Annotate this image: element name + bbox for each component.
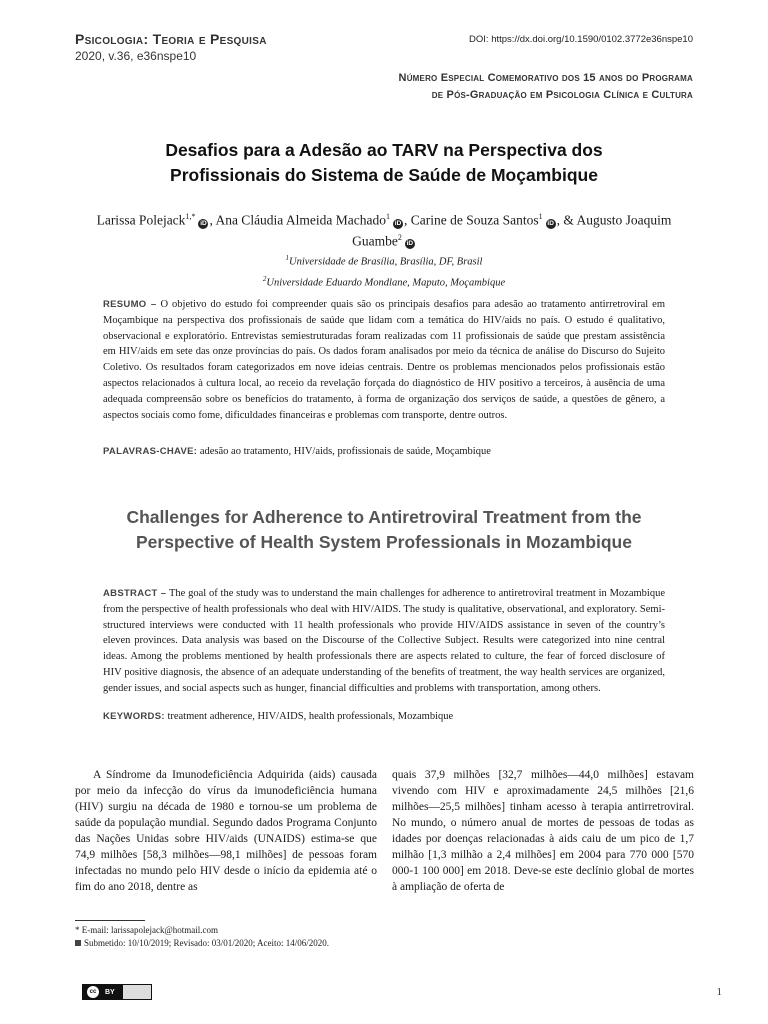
footnotes <box>75 924 329 950</box>
footnote-dates <box>75 937 329 950</box>
resumo-text: O objetivo do estudo foi compreender quais são os principais desafios para adesão ao tratamento antirretroviral em Moçambique na perspectiva dos profissionais de saúde que lidam com a temática do HIV/aids no país. O estudo é qualitativo, observacional e exploratório. Entrevistas semiestruturadas foram realizadas com 11 profissionais de saúde que prestam assistência em HIV/aids em sete das onze províncias do país. Os dados foram analisados por meio da técnica de análise do Discurso do Sujeito Coletivo. Os resultados foram categorizados em nove ideias centrais. Dentre os problemas mencionados pelos profissionais estão aspectos relacionados à cultura local, ao receio da revelação forçada do diagnóstico de HIV positivo a terceiros, à ausência de uma adequada compreensão sobre os benefícios do tratamento, à forma de organização dos serviços de saúde, a questões de gênero, a aspectos sociais como fome, dificuldades financeiras e problemas com transporte, dentre outros. <box>103 299 665 421</box>
resumo-block <box>103 297 665 423</box>
affiliation-1-text: Universidade de Brasília, Brasília, DF, Brasil <box>289 256 483 268</box>
footnote-dates-text: Submetido: 10/10/2019; Revisado: 03/01/2020; Aceito: 14/06/2020. <box>84 938 329 948</box>
palavras-chave <box>103 444 665 459</box>
square-bullet-icon <box>75 940 81 946</box>
affiliation-2 <box>75 271 693 292</box>
body-paragraph: quais 37,9 milhões [32,7 milhões—44,0 milhões] estavam vivendo com HIV e aproximadamente 24,5 milhões [21,6 milhões—25,5 milhões] tinham acesso à terapia antirretroviral. No mundo, o número anual de mortes de pessoas de todas as idades por doenças relacionadas à aids caiu de um pico de 1,7 milhão [1,3 milhão a 2,4 milhões] em 2004 para 770 000 [570 000-1 100 000] em 2018. Deve-se este declínio global de mortes à ampliação de oferta de <box>392 769 694 893</box>
author-3-affil: 1 <box>538 212 543 221</box>
affiliation-1-mark: 1 <box>285 254 289 262</box>
author-3: , Carine de Souza Santos <box>404 212 539 228</box>
palavras-chave-label: PALAVRAS-CHAVE: <box>103 446 198 457</box>
article-title-pt <box>75 138 693 188</box>
author-4-affil: 2 <box>397 232 402 242</box>
page-number: 1 <box>716 986 722 998</box>
affiliation-2-mark: 2 <box>262 274 267 283</box>
palavras-chave-text: adesão ao tratamento, HIV/aids, profissionais de saúde, Moçambique <box>197 446 491 457</box>
resumo-label: RESUMO – <box>103 299 157 310</box>
footnote-rule <box>75 920 145 921</box>
badge-fill <box>123 985 151 999</box>
affiliation-1 <box>75 250 693 271</box>
article-title-en-line-2: Perspective of Health System Professionals in Mozambique <box>136 532 632 552</box>
article-title-pt-line-2: Profissionais do Sistema de Saúde de Moçambique <box>170 165 598 185</box>
abstract-text: The goal of the study was to understand the main challenges for adherence to antiretroviral treatment in Mozambique from the perspective of health professionals who deal with HIV/AIDS. The study is qualitative, observational, and exploratory. Semi-structured interviews were conducted with 11 health professionals who provide HIV/AIDS assistance in seven of the country’s eleven provinces. Data analysis was based on the Discourse of the Collective Subject. Results were categorized into nine central ideas. Among the problems mentioned by health professionals there are aspects related to culture, the fear of forced disclosure of HIV positive diagnosis, the absence of an adequate understanding of the benefits of treatment, the way health services are organized, gender issues, and social aspects such as hunger, financial difficulties and problems with transportation, among others. <box>103 588 666 694</box>
special-issue-line-1: Número Especial Comemorativo dos 15 anos do Programa <box>398 72 693 84</box>
body-column-right <box>392 767 694 895</box>
journal-volume: 2020, v.36, e36nspe10 <box>75 49 197 63</box>
keywords-label: KEYWORDS: <box>103 711 165 722</box>
affiliations <box>75 250 693 291</box>
orcid-icon[interactable]: iD <box>547 219 554 227</box>
author-1-affil: 1,* <box>185 212 196 221</box>
abstract-block <box>103 586 665 697</box>
body-paragraph: A Síndrome da Imunodeficiência Adquirida (aids) causada por meio da infecção do vírus da imunodeficiência humana (HIV) surgiu na década de 1980 e tornou-se um problema de saúde da população mundial. Segundo dados Programa Conjunto das Nações Unidas sobre HIV/aids (UNAIDS) estima-se que 74,9 milhões [58,3 milhões—98,1 milhões] de pessoas foram infectadas no mundo pelo HIV desde o início da epidemia até o fim do ano 2018, dentre as <box>75 769 377 893</box>
special-issue-note <box>273 70 693 104</box>
orcid-icon[interactable]: iD <box>394 219 402 227</box>
affiliation-2-text: Universidade Eduardo Mondlane, Maputo, Moçambique <box>266 277 506 288</box>
article-title-en <box>75 505 693 555</box>
special-issue-line-2: de Pós-Graduação em Psicologia Clínica e Cultura <box>431 89 693 101</box>
author-4: , & Augusto Joaquim Guambe <box>352 212 672 248</box>
keywords-text: treatment adherence, HIV/AIDS, health professionals, Mozambique <box>164 711 454 722</box>
doi-link[interactable]: DOI: https://dx.doi.org/10.1590/0102.3772e36nspe10 <box>469 34 693 45</box>
creative-commons-icon: cc <box>87 986 99 998</box>
author-1: Larissa Polejack <box>96 212 186 228</box>
article-title-en-line-1: Challenges for Adherence to Antiretroviral Treatment from the <box>126 507 642 527</box>
orcid-icon[interactable]: iD <box>406 240 414 247</box>
article-title-pt-line-1: Desafios para a Adesão ao TARV na Perspectiva dos <box>165 140 603 160</box>
cc-by-label: BY <box>105 988 115 996</box>
orcid-icon[interactable]: iD <box>200 219 207 227</box>
body-column-left <box>75 767 377 895</box>
keywords <box>103 709 665 724</box>
footnote-email: * E-mail: larissapolejack@hotmail.com <box>75 925 218 935</box>
author-2: , Ana Cláudia Almeida Machado <box>209 212 387 228</box>
abstract-label: ABSTRACT – <box>103 588 167 599</box>
author-list <box>75 208 693 249</box>
author-2-affil: 1 <box>386 212 391 221</box>
journal-name: Psicologia: Teoria e Pesquisa <box>75 31 267 47</box>
cc-license-badge[interactable] <box>82 984 152 1000</box>
